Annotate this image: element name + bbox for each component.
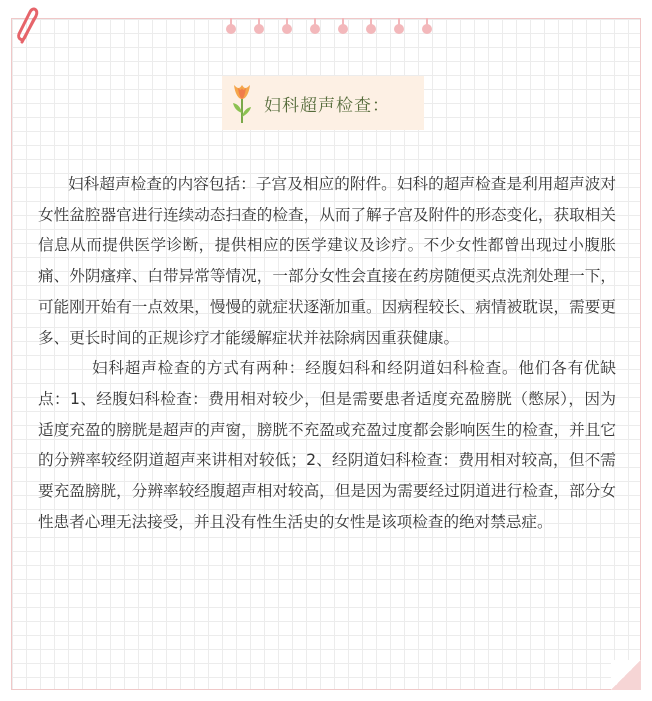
binder-dot	[394, 24, 404, 34]
page-corner-fold	[611, 660, 641, 690]
paperclip-icon	[12, 2, 46, 48]
paragraph: 妇科超声检查的方式有两种：经腹妇科和经阴道妇科检查。他们各有优缺点：1、经腹妇科检查：费用相对较少，但是需要患者适度充盈膀胱（憋尿），因为适度充盈的膀胱是超声的声窗，膀胱不充盈或充盈过度都会影响医生的检查，并且它的分辨率较经阴道超声来讲相对较低；2、经阴道妇科检查：费用相对较高，但不需要充盈膀胱，分辨率较经腹超声相对较高，但是因为需要经过阴道进行检查，部分女性患者心理无法接受，并且没有性生活史的女性是该项检查的绝对禁忌症。	[38, 359, 616, 531]
page-title: 妇科超声检查：	[264, 95, 390, 116]
tulip-icon	[230, 81, 254, 125]
binder-dot	[254, 24, 264, 34]
binder-dot	[310, 24, 320, 34]
section-title-box	[222, 76, 424, 130]
binder-dot	[282, 24, 292, 34]
binder-dot	[422, 24, 432, 34]
article-body	[38, 169, 616, 537]
binder-dot	[366, 24, 376, 34]
binder-dots	[226, 24, 432, 34]
paragraph: 妇科超声检查的内容包括：子宫及相应的附件。妇科的超声检查是利用超声波对女性盆腔器官进行连续动态扫查的检查，从而了解子宫及附件的形态变化，获取相关信息从而提供医学诊断，提供相应的医学建议及诊疗。不少女性都曾出现过小腹胀痛、外阴瘙痒、白带异常等情况，一部分女性会直接在药房随便买点洗剂处理一下，可能刚开始有一点效果，慢慢的就症状逐渐加重。因病程较长、病情被耽误，需要更多、更长时间的正规诊疗才能缓解症状并祛除病因重获健康。	[38, 175, 616, 347]
binder-dot	[338, 24, 348, 34]
binder-dot	[226, 24, 236, 34]
